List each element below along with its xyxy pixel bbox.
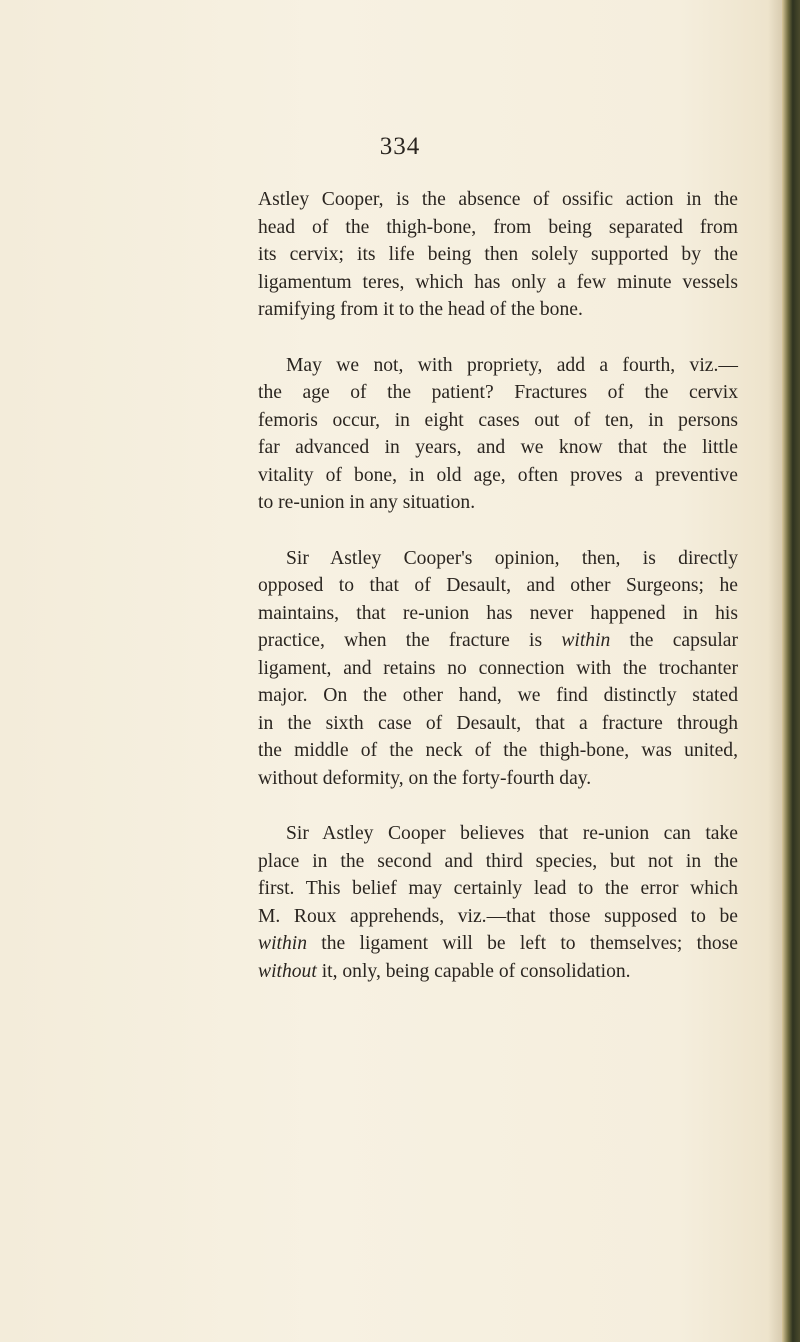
text-line: Astley Cooper, is the absence of ossific action in the — [258, 189, 738, 210]
text-line: place in the second and third species, but not in the — [258, 850, 738, 872]
text-line: ligament, and retains no connection with the trochanter — [258, 657, 738, 679]
text-line: ligamentum teres, which has only a few minute vessels — [258, 271, 738, 293]
text-line: to re-union in any situation. — [258, 492, 476, 513]
text-line: M. Roux apprehends, viz.—that those supposed to be — [258, 905, 738, 927]
paragraph-3-cont — [258, 572, 738, 792]
text-line: the age of the patient? Fractures of the cervix — [258, 382, 738, 403]
paragraph-4 — [258, 820, 738, 848]
text-line: Sir Astley Cooper's opinion, then, is directly — [286, 547, 738, 569]
text-segment: practice, when the fracture is — [258, 630, 562, 651]
text-line: major. On the other hand, we find distinctly stated — [258, 685, 738, 706]
italic-word: within — [561, 630, 611, 651]
text-line: opposed to that of Desault, and other Surgeons; he — [258, 575, 738, 596]
text-segment: it, only, being capable of consolidation. — [316, 960, 631, 982]
text-line-with-italic — [258, 627, 738, 655]
paragraph-1 — [258, 186, 738, 324]
page-edge — [782, 0, 800, 1342]
text-line: its cervix; its life being then solely supported by the — [258, 244, 738, 265]
text-segment: the ligament will be left to themselves; those — [307, 933, 738, 954]
text-line-with-italic — [258, 958, 738, 986]
text-line: Sir Astley Cooper believes that re-union can take — [286, 823, 738, 844]
text-line: head of the thigh-bone, from being separated from — [258, 216, 738, 238]
page-number: 334 — [379, 133, 421, 160]
text-line: vitality of bone, in old age, often proves a preventive — [258, 464, 738, 486]
text-line: far advanced in years, and we know that the little — [258, 437, 738, 458]
text-line: first. This belief may certainly lead to the error which — [258, 878, 738, 899]
paragraph-3 — [258, 545, 738, 573]
text-segment: the capsular — [610, 630, 738, 651]
text-line: in the sixth case of Desault, that a fracture through — [258, 712, 738, 734]
text-line: without deformity, on the forty-fourth day. — [258, 767, 592, 789]
italic-word: within — [258, 933, 307, 954]
text-line: May we not, with propriety, add a fourth, viz.— — [286, 354, 738, 376]
paragraph-4-cont — [258, 848, 738, 986]
text-line-with-italic — [258, 930, 738, 958]
paragraph-2-cont — [258, 379, 738, 517]
body-text — [258, 186, 738, 985]
paragraph-2 — [258, 352, 738, 380]
italic-word: without — [258, 960, 317, 982]
page-edge-shadow — [768, 0, 782, 1342]
text-line: the middle of the neck of the thigh-bone, was united, — [258, 740, 738, 761]
text-line: femoris occur, in eight cases out of ten, in persons — [258, 409, 738, 431]
text-line: ramifying from it to the head of the bone. — [258, 299, 583, 320]
text-line: maintains, that re-union has never happened in his — [258, 602, 738, 624]
